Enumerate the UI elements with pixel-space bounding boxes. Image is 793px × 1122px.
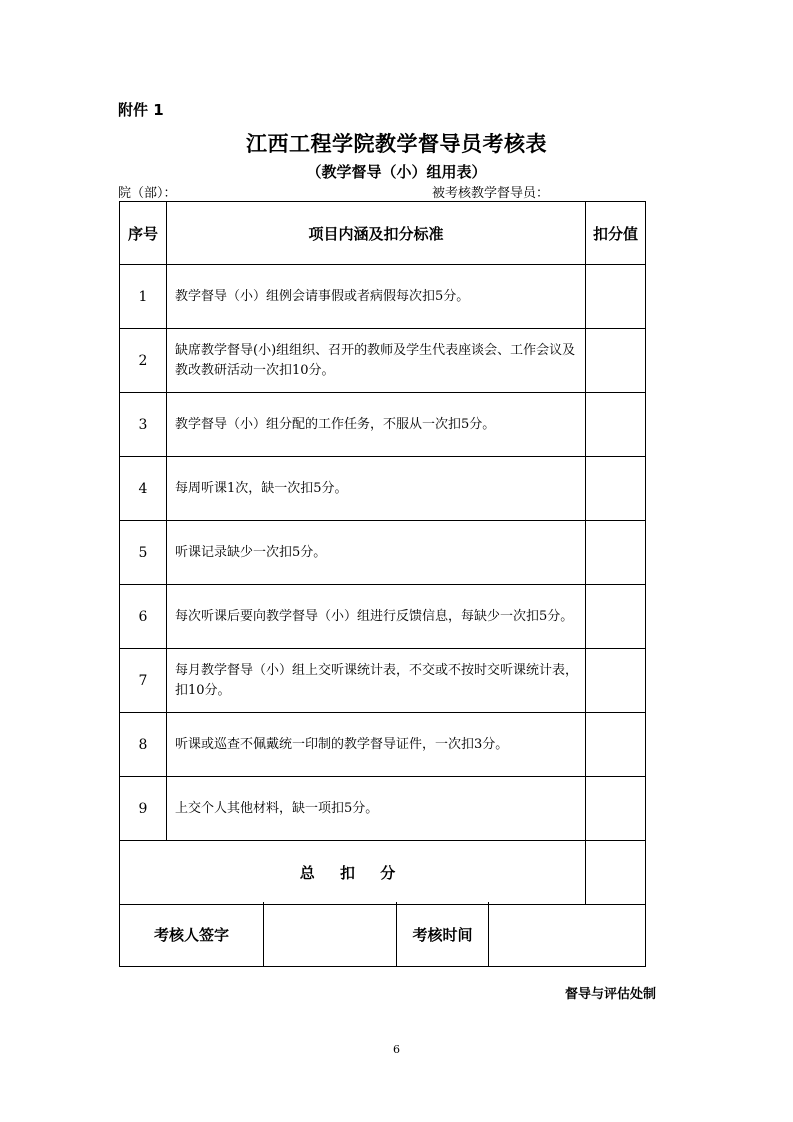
assessment-table <box>119 201 646 905</box>
row-number: 3 <box>120 393 167 457</box>
row-score-cell[interactable] <box>586 713 646 777</box>
signature-row <box>120 902 646 967</box>
row-criteria: 教学督导（小）组例会请事假或者病假每次扣5分。 <box>167 265 586 329</box>
table-header-row <box>120 202 646 265</box>
row-criteria: 每周听课1次，缺一次扣5分。 <box>167 457 586 521</box>
row-score-cell[interactable] <box>586 521 646 585</box>
row-criteria: 上交个人其他材料，缺一项扣5分。 <box>167 777 586 841</box>
row-number: 1 <box>120 265 167 329</box>
signature-table <box>119 902 646 967</box>
table-row <box>120 393 646 457</box>
row-score-cell[interactable] <box>586 457 646 521</box>
review-time-label: 考核时间 <box>397 902 489 967</box>
row-score-cell[interactable] <box>586 265 646 329</box>
table-row <box>120 457 646 521</box>
page-title: 江西工程学院教学督导员考核表 <box>246 132 547 156</box>
page-number: 6 <box>393 1043 400 1056</box>
page-subtitle: （教学督导（小）组用表） <box>306 163 487 181</box>
row-score-cell[interactable] <box>586 585 646 649</box>
total-label: 总 扣 分 <box>120 841 586 905</box>
total-score-cell[interactable] <box>586 841 646 905</box>
row-number: 4 <box>120 457 167 521</box>
table-row <box>120 521 646 585</box>
row-number: 6 <box>120 585 167 649</box>
column-header-score: 扣分值 <box>586 202 646 265</box>
table-row <box>120 329 646 393</box>
row-number: 5 <box>120 521 167 585</box>
row-number: 7 <box>120 649 167 713</box>
table-row <box>120 713 646 777</box>
row-score-cell[interactable] <box>586 777 646 841</box>
row-score-cell[interactable] <box>586 649 646 713</box>
issuing-office: 督导与评估处制 <box>565 987 657 1002</box>
row-number: 2 <box>120 329 167 393</box>
table-row <box>120 585 646 649</box>
row-number: 8 <box>120 713 167 777</box>
reviewer-signature-label: 考核人签字 <box>120 902 264 967</box>
row-criteria: 每次听课后要向教学督导（小）组进行反馈信息，每缺少一次扣5分。 <box>167 585 586 649</box>
total-row <box>120 841 646 905</box>
attachment-label: 附件 1 <box>118 101 164 119</box>
row-criteria: 缺席教学督导(小)组组织、召开的教师及学生代表座谈会、工作会议及教改教研活动一次扣10分。 <box>167 329 586 393</box>
table-row <box>120 777 646 841</box>
table-row <box>120 265 646 329</box>
row-criteria: 听课或巡查不佩戴统一印制的教学督导证件，一次扣3分。 <box>167 713 586 777</box>
row-score-cell[interactable] <box>586 329 646 393</box>
supervisor-label: 被考核教学督导员： <box>432 186 550 201</box>
row-criteria: 听课记录缺少一次扣5分。 <box>167 521 586 585</box>
column-header-no: 序号 <box>120 202 167 265</box>
row-criteria: 教学督导（小）组分配的工作任务，不服从一次扣5分。 <box>167 393 586 457</box>
row-criteria: 每月教学督导（小）组上交听课统计表，不交或不按时交听课统计表，扣10分。 <box>167 649 586 713</box>
column-header-criteria: 项目内涵及扣分标准 <box>167 202 586 265</box>
review-time-field[interactable] <box>489 902 646 967</box>
table-row <box>120 649 646 713</box>
reviewer-signature-field[interactable] <box>264 902 397 967</box>
row-number: 9 <box>120 777 167 841</box>
row-score-cell[interactable] <box>586 393 646 457</box>
department-label: 院（部）： <box>118 186 177 201</box>
